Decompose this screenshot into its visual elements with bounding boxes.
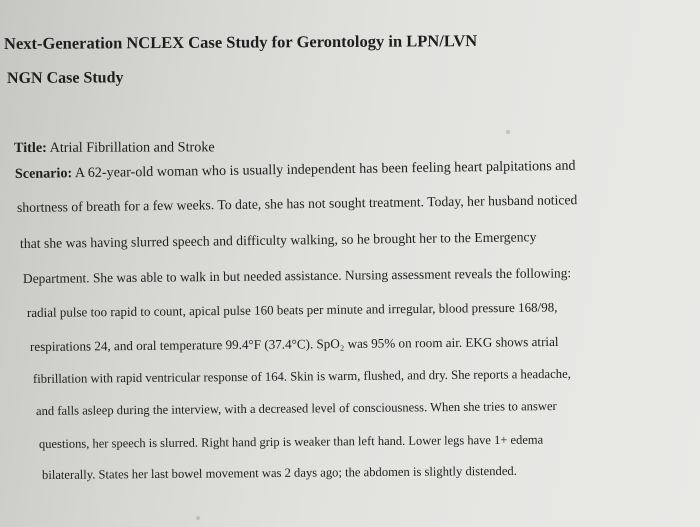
scenario-text: A 62-year-old woman who is usually independent has been feeling heart palpitations and xyxy=(72,157,576,182)
case-title xyxy=(14,139,215,157)
case-title-text: Atrial Fibrillation and Stroke xyxy=(46,139,215,156)
scenario-line: questions, her speech is slurred. Right hand grip is weaker than left hand. Lower legs have 1+ edema xyxy=(38,432,544,451)
paper-smudge xyxy=(506,130,510,134)
scenario-line: and falls asleep during the interview, with a decreased level of consciousness. When she tries to answer xyxy=(35,399,557,418)
document-title: Next-Generation NCLEX Case Study for Gerontology in LPN/LVN xyxy=(3,31,478,53)
document-subtitle: NGN Case Study xyxy=(6,69,124,87)
scenario-line: shortness of breath for a few weeks. To date, she has not sought treatment. Today, her husband noticed xyxy=(16,192,578,215)
scenario-line: that she was having slurred speech and difficulty walking, so he brought her to the Emergency xyxy=(19,229,537,251)
scenario-line: radial pulse too rapid to count, apical pulse 160 beats per minute and irregular, blood pressure 168/98, xyxy=(26,299,558,320)
scenario-line xyxy=(15,158,576,183)
scenario-label: Scenario: xyxy=(14,165,73,182)
case-title-label: Title: xyxy=(13,139,47,156)
scenario-line: fibrillation with rapid ventricular response of 164. Skin is warm, flushed, and dry. She reports a headache, xyxy=(32,366,571,386)
paper-smudge xyxy=(196,516,200,520)
scenario-line: bilaterally. States her last bowel movement was 2 days ago; the abdomen is slightly distended. xyxy=(41,463,517,482)
scenario-line: respirations 24, and oral temperature 99.4°F (37.4°C). SpO₂ was 95% on room air. EKG shows atrial xyxy=(29,333,559,354)
scenario-line: Department. She was able to walk in but needed assistance. Nursing assessment reveals the following: xyxy=(22,265,572,286)
